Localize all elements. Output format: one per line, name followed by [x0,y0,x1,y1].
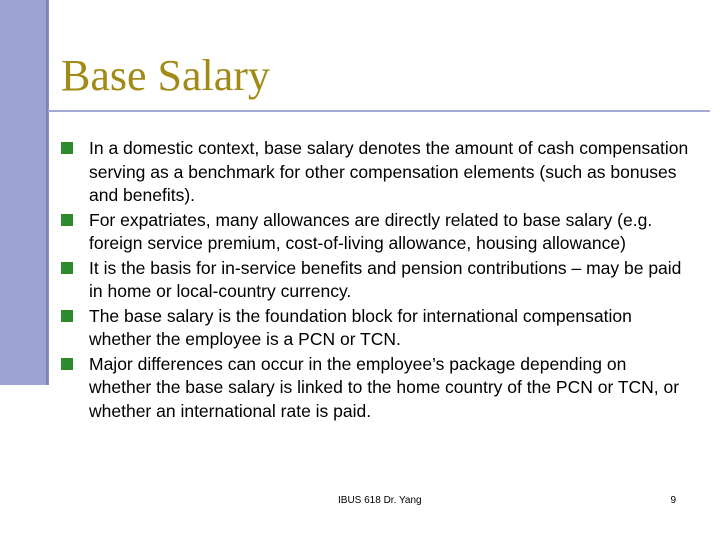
bullet-text: It is the basis for in-service benefits and pension contributions – may be paid in home or local-country currency. [89,257,682,301]
vertical-rule [48,0,49,385]
footer-course: IBUS 618 Dr. Yang [338,495,422,506]
bullet-list [61,137,691,424]
left-accent-bar [0,0,48,385]
bullet-text: For expatriates, many allowances are directly related to base salary (e.g. foreign service premium, cost-of-living allowance, housing allowance) [89,209,653,253]
page-number: 9 [670,495,676,506]
bullet-item [61,305,691,352]
bullet-item [61,353,691,424]
square-bullet-icon [61,310,73,322]
bullet-item [61,137,691,208]
bullet-item [61,257,691,304]
square-bullet-icon [61,262,73,274]
square-bullet-icon [61,142,73,154]
square-bullet-icon [61,358,73,370]
bullet-text: Major differences can occur in the employee’s package depending on whether the base salary is linked to the home country of the PCN or TCN, or whether an international rate is paid. [89,353,680,421]
square-bullet-icon [61,214,73,226]
bullet-text: In a domestic context, base salary denotes the amount of cash compensation serving as a benchmark for other compensation elements (such as bonuses and benefits). [89,138,689,205]
bullet-item [61,209,691,256]
title-divider [48,110,710,112]
bullet-text: The base salary is the foundation block for international compensation whether the employee is a PCN or TCN. [89,305,632,349]
slide-title: Base Salary [61,51,270,100]
